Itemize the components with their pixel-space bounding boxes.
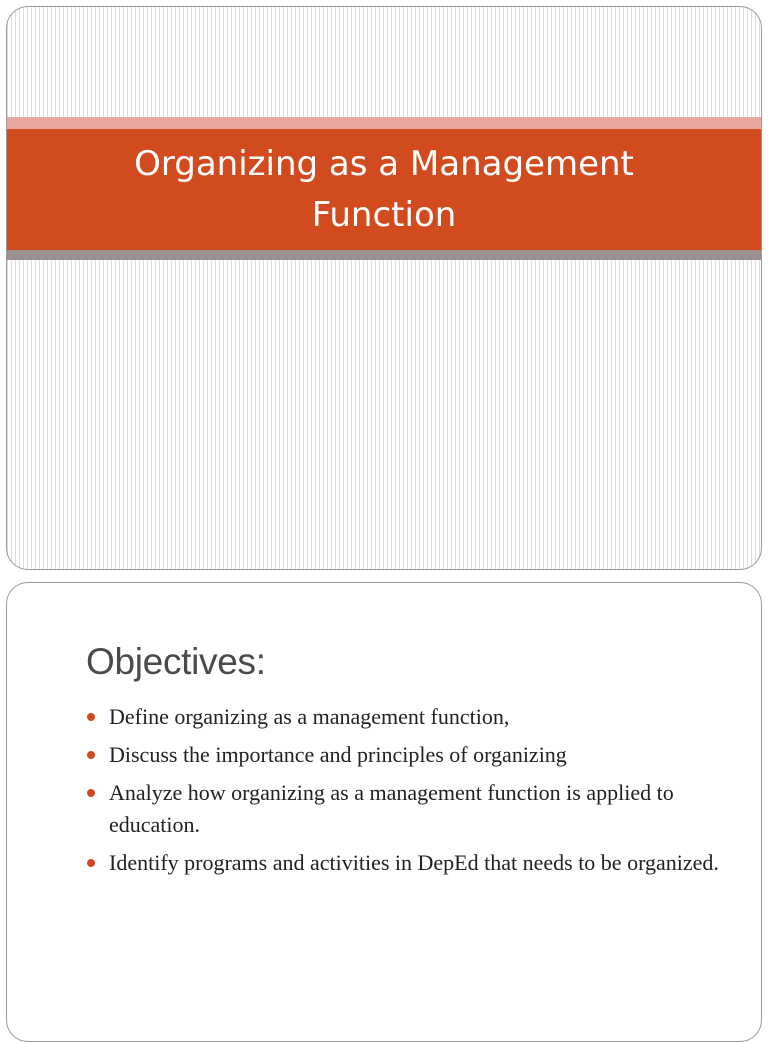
title-slide <box>6 6 762 570</box>
objective-text: Discuss the importance and principles of organizing <box>109 742 567 767</box>
objective-text: Identify programs and activities in DepEd that needs to be organized. <box>109 850 719 875</box>
objective-item <box>85 777 725 841</box>
slide-title: Organizing as a Management Function <box>134 143 634 235</box>
bullet-dot-icon <box>87 751 95 759</box>
objectives-heading: Objectives: <box>86 641 266 682</box>
objective-item <box>85 739 725 771</box>
accent-stripe-bottom <box>7 250 761 260</box>
bullet-dot-icon <box>87 789 95 797</box>
title-band <box>7 129 761 250</box>
accent-stripe-top <box>7 117 761 129</box>
objective-item <box>85 847 725 879</box>
objective-item <box>85 701 725 733</box>
objectives-list <box>85 701 725 885</box>
objective-text: Define organizing as a management function, <box>109 704 510 729</box>
objectives-slide <box>6 582 762 1042</box>
bullet-dot-icon <box>87 859 95 867</box>
objective-text: Analyze how organizing as a management function is applied to education. <box>109 780 674 837</box>
bullet-dot-icon <box>87 713 95 721</box>
